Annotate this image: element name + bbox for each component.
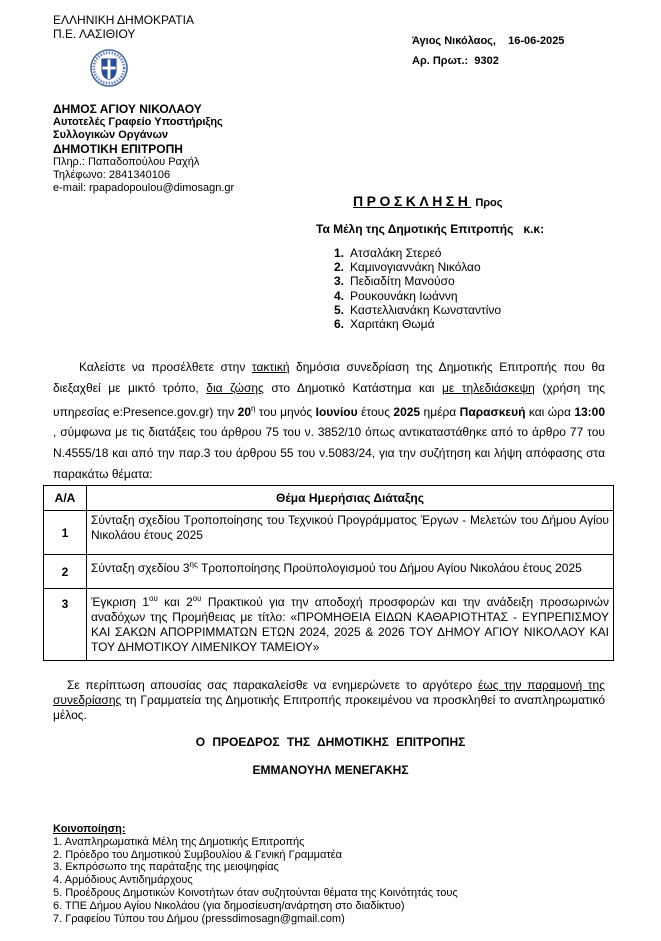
recipient-item: 1. Ατσαλάκη Στερεό — [334, 246, 442, 260]
agenda-item-text: Έγκριση $1^{o\upsilon}$ και $2^{o\upsilon}$ Πρακτικού για την αποδοχή προσφορών και την ανάδειξη προσωρινών αναδόχων της Προμήθειας με τίτλο: «ΠΡΟΜΗΘΕΙΑ ΕΙΔΩΝ ΚΑΘΑΡΙΟΤΗΤΑΣ - ΕΥΠΡΕΠΙΣΜΟΥ ΚΑΙ ΣΑΚΩΝ ΑΠΟΡΡΙΜΜΑΤΩΝ ΕΤΩΝ 2024, 2025 & 2026 ΤΟΥ ΔΗΜΟΥ ΑΓΙΟΥ ΝΙΚΟΛΑΟΥ ΚΑΙ ΤΟΥ ΔΗΜΟΤΙΚΟΥ ΛΙΜΕΝΙΚΟΥ ΤΑΜΕΙΟΥ» — [87, 589, 614, 661]
cc-item: 4. Αρμόδιους Αντιδημάρχους — [53, 874, 193, 887]
addressee-line: Τα Μέλη της Δημοτικής Επιτροπής κ.κ: — [316, 222, 545, 236]
place-date: Άγιος Νικόλαος, 16-06-2025 — [412, 35, 565, 47]
meeting-month: Ιουνίου — [315, 404, 358, 419]
recipient-item: 2. Καμινογιαννάκη Νικόλαο — [334, 260, 481, 275]
agenda-item-number: 2 — [44, 555, 87, 589]
meeting-year: 2025 — [393, 404, 421, 419]
cc-item: 7. Γραφείου Τύπου του Δήμου (pressdimosagn@gmail.com) — [53, 912, 345, 925]
agenda-item-text: Σύνταξη σχεδίου Τροποποίησης του Τεχνικού Προγράμματος Έργων - Μελετών του Δήμου Αγίου Νικολάου έτους 2025 — [87, 511, 614, 555]
column-header-number: Α/Α — [44, 486, 87, 511]
meeting-type: τακτική — [251, 360, 290, 374]
agenda-row — [44, 511, 614, 555]
contact-phone: Τηλέφωνο: 2841340106 — [53, 169, 171, 181]
agenda-item-number: 3 — [44, 589, 87, 661]
title-suffix: Προς — [475, 197, 503, 209]
remote-mode: με τηλεδιάσκεψη — [442, 380, 535, 395]
recipient-list — [334, 246, 501, 331]
contact-person: Πληρ.: Παπαδοπούλου Ραχήλ — [53, 156, 200, 168]
signature-title: Ο ΠΡΟΕΔΡΟΣ ΤΗΣ ΔΗΜΟΤΙΚΗΣ ΕΠΙΤΡΟΠΗΣ — [195, 735, 466, 749]
cc-item: 5. Προέδρους Δημοτικών Κοινοτήτων όταν συζητούνται θέματα της Κοινότητάς τους — [53, 886, 458, 899]
meeting-time: 13:00 — [574, 404, 606, 419]
invitation-paragraph: Καλείστε να προσέλθετε στην τακτική δημόσια συνεδρίαση της Δημοτικής Επιτροπής που θα διεξαχθεί με μικτό τρόπο, δια ζώσης στο Δημοτικό Κατάστημα και με τηλεδιάσκεψη (χρήση της υπηρεσίας e:Presence.gov.gr) την $20^\eta$ του μηνός Ιουνίου έτους 2025 ημέρα Παρασκευή και ώρα 13:00 , σύμφωνα με τις διατάξεις του άρθρου 75 του ν. 3852/10 όπως αντικαταστάθηκε από το άρθρο 77 του Ν.4555/18 και από την παρ.3 του άρθρου 55 του ν.5083/24, για την συζήτηση και λήψη απόφασης στα παρακάτω θέματα: — [53, 360, 606, 481]
column-header-subject: Θέμα Ημερήσιας Διάταξης — [87, 486, 614, 511]
meeting-day: 20 — [237, 404, 252, 419]
cc-item: 6. ΤΠΕ Δήμου Αγίου Νικολάου (για δημοσίευση/ανάρτηση στο διαδίκτυο) — [53, 899, 405, 912]
office-line-1: Αυτοτελές Γραφείο Υποστήριξης — [53, 116, 223, 128]
agenda-row — [44, 589, 614, 661]
recipient-item: 3. Πεδιαδίτη Μανούσο — [334, 274, 455, 289]
agenda-table — [43, 485, 614, 661]
signature-name: ΕΜΜΑΝΟΥΗΛ ΜΕΝΕΓΑΚΗΣ — [252, 763, 409, 777]
in-person-mode: δια ζώσης — [206, 380, 264, 395]
agenda-item-number: 1 — [44, 511, 87, 555]
committee-name: ΔΗΜΟΤΙΚΗ ΕΠΙΤΡΟΠΗ — [53, 142, 183, 156]
municipality-name: ΔΗΜΟΣ ΑΓΙΟΥ ΝΙΚΟΛΑΟΥ — [53, 102, 202, 116]
document-title — [353, 193, 503, 211]
country-label: ΕΛΛΗΝΙΚΗ ΔΗΜΟΚΡΑΤΙΑ — [53, 13, 194, 27]
absence-deadline: έως την παραμονή της συνεδρίασης — [53, 678, 606, 707]
recipient-item: 4. Ρουκουνάκη Ιωάννη — [334, 288, 458, 303]
cc-title: Κοινοποίηση: — [53, 823, 126, 835]
header-left — [53, 13, 194, 41]
office-block — [53, 102, 234, 195]
cc-item: 1. Αναπληρωματικά Μέλη της Δημοτικής Επιτροπής — [53, 835, 305, 848]
protocol-number: Αρ. Πρωτ.: 9302 — [412, 55, 499, 67]
office-line-2: Συλλογικών Οργάνων — [53, 129, 169, 141]
cc-block — [53, 823, 458, 925]
recipient-item: 6. Χαριτάκη Θωμά — [334, 317, 435, 332]
recipient-item: 5. Καστελλιανάκη Κωνσταντίνο — [334, 302, 502, 317]
meeting-weekday: Παρασκευή — [459, 404, 526, 419]
agenda-header-row — [44, 486, 614, 511]
cc-item: 2. Πρόεδρο του Δημοτικού Συμβουλίου & Γενική Γραμματέα — [53, 848, 342, 861]
contact-email: e-mail: rpapadopoulou@dimosagn.gr — [53, 182, 235, 194]
agenda-row — [44, 555, 614, 589]
cc-item: 3. Εκπρόσωπο της παράταξης της μειοψηφίας — [53, 861, 279, 874]
title-main: ΠΡΟΣΚΛΗΣΗ — [353, 193, 472, 209]
absence-paragraph: Σε περίπτωση απουσίας σας παρακαλείσθε να ενημερώνετε το αργότερο έως την παραμονή της συνεδρίασης τη Γραμματεία της Δημοτικής Επιτροπής προκειμένου να προσκληθεί το αναπληρωματικό μέλος. — [53, 678, 606, 722]
greek-coat-of-arms-icon — [90, 49, 128, 87]
agenda-item-text: Σύνταξη σχεδίου $3^{\eta\varsigma}$ Τροποποίησης Προϋπολογισμού του Δήμου Αγίου Νικολάου έτους 2025 — [87, 555, 614, 589]
region-label: Π.Ε. ΛΑΣΙΘΙΟΥ — [53, 27, 136, 41]
header-right — [412, 35, 564, 68]
